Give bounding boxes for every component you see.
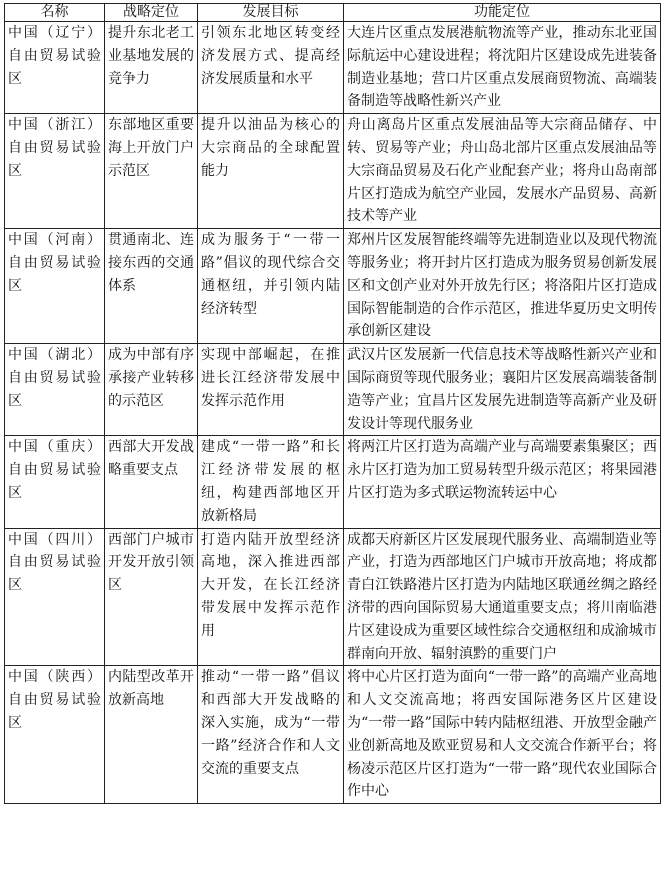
- cell-development-goal: 实现中部崛起，在推进长江经济带发展中发挥示范作用: [198, 344, 344, 436]
- cell-strategic-positioning: 提升东北老工业基地发展的竞争力: [105, 22, 198, 114]
- cell-functional-positioning: 舟山离岛片区重点发展油品等大宗商品储存、中转、贸易等产业；舟山岛北部片区重点发展油品等大宗商品贸易及石化产业配套产业；将舟山岛南部片区打造成为航空产业园，发展水产品贸易、高新技术等产业: [344, 114, 661, 229]
- cell-functional-positioning: 将中心片区打造为面向“一带一路”的高端产业高地和人文交流高地；将西安国际港务区片区建设为“一带一路”国际中转内陆枢纽港、开放型金融产业创新高地及欧亚贸易和人文交流合作新平台；将杨凌示范区片区打造为“一带一路”现代农业国际合作中心: [344, 666, 661, 804]
- cell-name: 中国（浙江）自由贸易试验区: [5, 114, 105, 229]
- cell-strategic-positioning: 内陆型改革开放新高地: [105, 666, 198, 804]
- table-row: [5, 528, 661, 666]
- cell-strategic-positioning: 西部大开发战略重要支点: [105, 436, 198, 528]
- cell-name: 中国（河南）自由贸易试验区: [5, 229, 105, 344]
- cell-functional-positioning: 将两江片区打造为高端产业与高端要素集聚区；西永片区打造为加工贸易转型升级示范区；将果园港片区打造为多式联运物流转运中心: [344, 436, 661, 528]
- table-row: [5, 22, 661, 114]
- cell-functional-positioning: 成都天府新区片区发展现代服务业、高端制造业等产业，打造为西部地区门户城市开放高地；将成都青白江铁路港片区打造为内陆地区联通丝绸之路经济带的西向国际贸易大通道重要支点；将川南临港片区建设成为重要区域性综合交通枢纽和成渝城市群南向开放、辐射滇黔的重要门户: [344, 528, 661, 666]
- cell-development-goal: 提升以油品为核心的大宗商品的全球配置能力: [198, 114, 344, 229]
- table-row: [5, 666, 661, 804]
- header-strategic-positioning: 战略定位: [105, 4, 198, 22]
- table-row: [5, 436, 661, 528]
- cell-functional-positioning: 武汉片区发展新一代信息技术等战略性新兴产业和国际商贸等现代服务业；襄阳片区发展高端装备制造等产业；宜昌片区发展先进制造等高新产业及研发设计等现代服务业: [344, 344, 661, 436]
- cell-strategic-positioning: 成为中部有序承接产业转移的示范区: [105, 344, 198, 436]
- cell-development-goal: 推动“一带一路”倡议和西部大开发战略的深入实施，成为“一带一路”经济合作和人文交流的重要支点: [198, 666, 344, 804]
- cell-functional-positioning: 郑州片区发展智能终端等先进制造业以及现代物流等服务业；将开封片区打造成为服务贸易创新发展区和文创产业对外开放先行区；将洛阳片区打造成国际智能制造的合作示范区，推进华夏历史文明传承创新区建设: [344, 229, 661, 344]
- cell-name: 中国（湖北）自由贸易试验区: [5, 344, 105, 436]
- cell-strategic-positioning: 东部地区重要海上开放门户示范区: [105, 114, 198, 229]
- table-row: [5, 229, 661, 344]
- ftz-comparison-table: [4, 3, 661, 804]
- cell-development-goal: 成为服务于“一带一路”倡议的现代综合交通枢纽，并引领内陆经济转型: [198, 229, 344, 344]
- cell-name: 中国（重庆）自由贸易试验区: [5, 436, 105, 528]
- header-name: 名称: [5, 4, 105, 22]
- cell-strategic-positioning: 西部门户城市开发开放引领区: [105, 528, 198, 666]
- cell-development-goal: 建成“一带一路”和长江经济带发展的枢纽，构建西部地区开放新格局: [198, 436, 344, 528]
- cell-name: 中国（四川）自由贸易试验区: [5, 528, 105, 666]
- cell-development-goal: 引领东北地区转变经济发展方式、提高经济发展质量和水平: [198, 22, 344, 114]
- cell-name: 中国（陕西）自由贸易试验区: [5, 666, 105, 804]
- header-functional-positioning: 功能定位: [344, 4, 661, 22]
- table-row: [5, 114, 661, 229]
- table-header-row: [5, 4, 661, 22]
- cell-functional-positioning: 大连片区重点发展港航物流等产业，推动东北亚国际航运中心建设进程；将沈阳片区建设成先进装备制造业基地；营口片区重点发展商贸物流、高端装备制造等战略性新兴产业: [344, 22, 661, 114]
- cell-name: 中国（辽宁）自由贸易试验区: [5, 22, 105, 114]
- table-row: [5, 344, 661, 436]
- cell-strategic-positioning: 贯通南北、连接东西的交通体系: [105, 229, 198, 344]
- header-development-goal: 发展目标: [198, 4, 344, 22]
- cell-development-goal: 打造内陆开放型经济高地，深入推进西部大开发，在长江经济带发展中发挥示范作用: [198, 528, 344, 666]
